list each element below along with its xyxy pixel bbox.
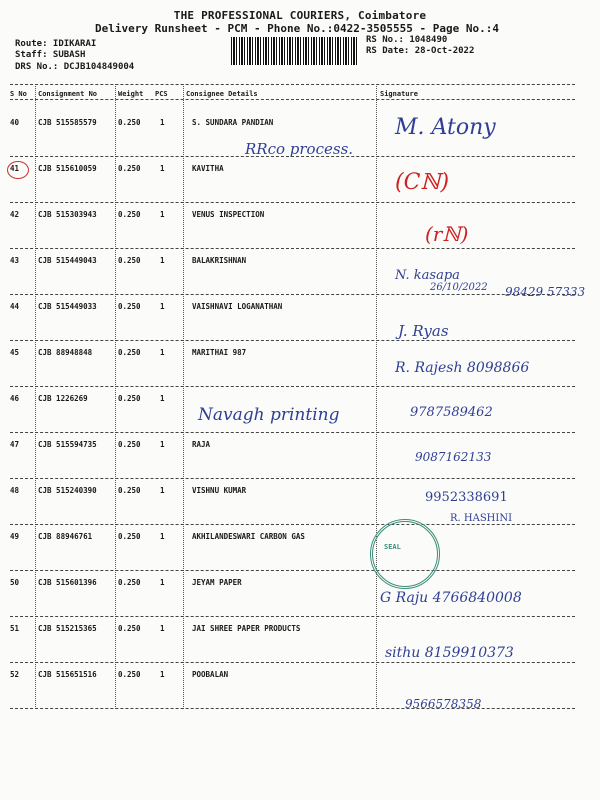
cell-consignee: JAI SHREE PAPER PRODUCTS — [192, 624, 301, 633]
row-divider — [10, 386, 575, 387]
company-title: THE PROFESSIONAL COURIERS, Coimbatore — [173, 9, 427, 22]
cell-consignment-no: CJB 515585579 — [38, 118, 97, 127]
cell-weight: 0.250 — [118, 578, 141, 587]
cell-consignee: AKHILANDESWARI CARBON GAS — [192, 532, 305, 541]
cell-consignment-no: CJB 515215365 — [38, 624, 97, 633]
cell-sno: 46 — [10, 394, 20, 403]
row-divider — [10, 524, 575, 525]
header-rule — [10, 99, 575, 100]
signature: M. Atony — [395, 115, 496, 140]
cell-consignment-no: CJB 515240390 — [38, 486, 97, 495]
drs-number: DRS No.: DCJB104849004 — [15, 62, 135, 72]
signature: (Cℕ) — [395, 170, 450, 195]
cell-pcs: 1 — [160, 486, 165, 495]
signature: N. kasapa — [395, 268, 460, 283]
cell-weight: 0.250 — [118, 164, 141, 173]
col-header-consignment: Consignment No — [38, 90, 98, 98]
col-header-signature: Signature — [380, 90, 418, 98]
cell-sno: 44 — [10, 302, 20, 311]
cell-consignment-no: CJB 515449043 — [38, 256, 97, 265]
handwritten-phone: 98429 57333 — [505, 285, 586, 299]
cell-sno: 51 — [10, 624, 20, 633]
cell-consignment-no: CJB 515601396 — [38, 578, 97, 587]
row-divider — [10, 708, 575, 709]
handwritten-phone: 9787589462 — [410, 405, 493, 420]
row-divider — [10, 294, 575, 295]
row-41-circle-mark — [7, 161, 29, 179]
col-header-weight: Weight — [118, 90, 144, 98]
signature: sithu 8159910373 — [385, 645, 514, 661]
cell-sno: 41 — [10, 164, 20, 173]
row-divider — [10, 202, 575, 203]
cell-weight: 0.250 — [118, 624, 141, 633]
col-header-consignee: Consignee Details — [186, 90, 258, 98]
signature: (rℕ) — [425, 222, 469, 246]
cell-consignee: VISHNU KUMAR — [192, 486, 247, 495]
company-seal-stamp — [370, 519, 440, 589]
cell-sno: 50 — [10, 578, 20, 587]
cell-consignment-no: CJB 515303943 — [38, 210, 97, 219]
handwritten-note: Navagh printing — [198, 405, 340, 425]
cell-weight: 0.250 — [118, 210, 141, 219]
staff-label: Staff: SUBASH — [15, 50, 86, 60]
cell-weight: 0.250 — [118, 394, 141, 403]
row-divider — [10, 570, 575, 571]
cell-sno: 43 — [10, 256, 20, 265]
row-divider — [10, 616, 575, 617]
cell-consignee: S. SUNDARA PANDIAN — [192, 118, 274, 127]
cell-consignment-no: CJB 515610059 — [38, 164, 97, 173]
seal-monogram: SEAL — [384, 543, 401, 551]
cell-sno: 52 — [10, 670, 20, 679]
row-divider — [10, 662, 575, 663]
cell-weight: 0.250 — [118, 118, 141, 127]
cell-consignment-no: CJB 515651516 — [38, 670, 97, 679]
cell-consignee: VAISHNAVI LOGANATHAN — [192, 302, 283, 311]
rs-date: RS Date: 28-Oct-2022 — [366, 46, 475, 56]
col-header-sno: S No — [10, 90, 27, 98]
runsheet-subtitle: Delivery Runsheet - PCM - Phone No.:0422-3505555 - Page No.:4 — [95, 22, 499, 35]
cell-pcs: 1 — [160, 440, 165, 449]
cell-consignee: VENUS INSPECTION — [192, 210, 265, 219]
cell-consignee: RAJA — [192, 440, 211, 449]
cell-weight: 0.250 — [118, 532, 141, 541]
cell-consignee: JEYAM PAPER — [192, 578, 242, 587]
cell-consignee: MARITHAI 987 — [192, 348, 247, 357]
cell-pcs: 1 — [160, 348, 165, 357]
cell-sno: 48 — [10, 486, 20, 495]
cell-consignment-no: CJB 88946761 — [38, 532, 93, 541]
cell-pcs: 1 — [160, 118, 165, 127]
cell-pcs: 1 — [160, 624, 165, 633]
cell-sno: 47 — [10, 440, 20, 449]
cell-pcs: 1 — [160, 532, 165, 541]
col-header-pcs: PCS — [155, 90, 168, 98]
handwritten-name: R. HASHINI — [450, 513, 513, 524]
cell-weight: 0.250 — [118, 348, 141, 357]
cell-consignment-no: CJB 515449033 — [38, 302, 97, 311]
cell-pcs: 1 — [160, 578, 165, 587]
cell-weight: 0.250 — [118, 486, 141, 495]
handwritten-note: RRco process. — [245, 140, 354, 158]
cell-consignee: BALAKRISHNAN — [192, 256, 247, 265]
cell-weight: 0.250 — [118, 440, 141, 449]
cell-weight: 0.250 — [118, 302, 141, 311]
row-divider — [10, 478, 575, 479]
table-top-rule — [10, 84, 575, 85]
cell-weight: 0.250 — [118, 670, 141, 679]
rs-number: RS No.: 1048490 — [366, 35, 448, 45]
cell-pcs: 1 — [160, 256, 165, 265]
cell-sno: 40 — [10, 118, 20, 127]
signature: G Raju 4766840008 — [380, 590, 522, 606]
cell-pcs: 1 — [160, 164, 165, 173]
cell-pcs: 1 — [160, 210, 165, 219]
row-divider — [10, 432, 575, 433]
cell-pcs: 1 — [160, 394, 165, 403]
cell-consignment-no: CJB 515594735 — [38, 440, 97, 449]
cell-pcs: 1 — [160, 670, 165, 679]
handwritten-phone: 9566578358 — [405, 697, 482, 711]
signature: J. Ryas — [398, 322, 449, 340]
handwritten-phone: 9087162133 — [415, 450, 492, 464]
cell-pcs: 1 — [160, 302, 165, 311]
row-divider — [10, 248, 575, 249]
cell-sno: 42 — [10, 210, 20, 219]
cell-consignee: POOBALAN — [192, 670, 229, 679]
cell-weight: 0.250 — [118, 256, 141, 265]
handwritten-date: 26/10/2022 — [430, 282, 488, 293]
route-label: Route: IDIKARAI — [15, 39, 97, 49]
cell-consignment-no: CJB 88948848 — [38, 348, 93, 357]
cell-sno: 49 — [10, 532, 20, 541]
cell-sno: 45 — [10, 348, 20, 357]
row-divider — [10, 340, 575, 341]
handwritten-phone: 9952338691 — [425, 490, 508, 505]
cell-consignee: KAVITHA — [192, 164, 224, 173]
cell-consignment-no: CJB 1226269 — [38, 394, 88, 403]
signature: R. Rajesh 8098866 — [395, 360, 530, 376]
barcode — [231, 37, 359, 65]
